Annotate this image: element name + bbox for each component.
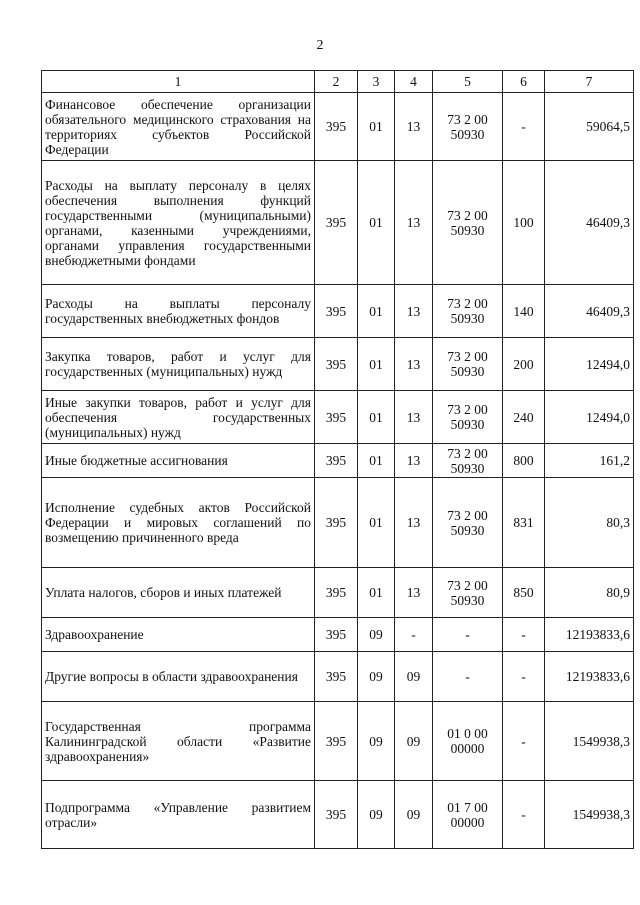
cell-col5: - [433, 618, 503, 652]
table-row [42, 568, 634, 618]
cell-col2: 395 [315, 618, 358, 652]
cell-col7: 1549938,3 [545, 781, 634, 849]
cell-col3: 09 [358, 781, 395, 849]
cell-col7: 46409,3 [545, 285, 634, 338]
cell-col3: 09 [358, 652, 395, 702]
cell-col7: 80,9 [545, 568, 634, 618]
cell-col5: 73 2 00 50930 [433, 338, 503, 391]
cell-col4: 13 [395, 338, 433, 391]
cell-col6: 100 [503, 161, 545, 285]
cell-col2: 395 [315, 781, 358, 849]
table-row [42, 444, 634, 478]
cell-col4: - [395, 618, 433, 652]
cell-col2: 395 [315, 702, 358, 781]
cell-col7: 12193833,6 [545, 652, 634, 702]
row-name: Здравоохранение [42, 618, 315, 652]
table-row [42, 93, 634, 161]
cell-col6: 200 [503, 338, 545, 391]
cell-col5: 73 2 00 50930 [433, 391, 503, 444]
cell-col7: 46409,3 [545, 161, 634, 285]
table-row [42, 285, 634, 338]
cell-col2: 395 [315, 338, 358, 391]
header-cell: 2 [315, 71, 358, 93]
row-name: Иные бюджетные ассигнования [42, 444, 315, 478]
row-name: Другие вопросы в области здравоохранения [42, 652, 315, 702]
cell-col2: 395 [315, 93, 358, 161]
cell-col2: 395 [315, 568, 358, 618]
cell-col5: 01 0 00 00000 [433, 702, 503, 781]
cell-col6: 831 [503, 478, 545, 568]
cell-col7: 12494,0 [545, 391, 634, 444]
row-name: Исполнение судебных актов Российской Федерации и мировых соглашений по возмещению причиненного вреда [42, 478, 315, 568]
table-row [42, 338, 634, 391]
cell-col4: 09 [395, 702, 433, 781]
cell-col6: - [503, 781, 545, 849]
row-name: Уплата налогов, сборов и иных платежей [42, 568, 315, 618]
page-number: 2 [316, 38, 324, 53]
cell-col3: 01 [358, 568, 395, 618]
cell-col4: 13 [395, 285, 433, 338]
cell-col3: 01 [358, 285, 395, 338]
cell-col2: 395 [315, 161, 358, 285]
cell-col4: 13 [395, 568, 433, 618]
budget-table [41, 70, 634, 849]
cell-col4: 13 [395, 444, 433, 478]
row-name: Закупка товаров, работ и услуг для государственных (муниципальных) нужд [42, 338, 315, 391]
cell-col7: 1549938,3 [545, 702, 634, 781]
cell-col4: 13 [395, 161, 433, 285]
cell-col2: 395 [315, 478, 358, 568]
cell-col3: 01 [358, 478, 395, 568]
header-cell: 3 [358, 71, 395, 93]
cell-col4: 09 [395, 652, 433, 702]
cell-col6: 850 [503, 568, 545, 618]
cell-col2: 395 [315, 652, 358, 702]
table-row [42, 161, 634, 285]
cell-col6: - [503, 652, 545, 702]
table-row [42, 652, 634, 702]
cell-col2: 395 [315, 444, 358, 478]
cell-col7: 161,2 [545, 444, 634, 478]
cell-col2: 395 [315, 391, 358, 444]
cell-col3: 09 [358, 618, 395, 652]
row-name: Государственная программа Калининградской области «Развитие здравоохранения» [42, 702, 315, 781]
table-row [42, 391, 634, 444]
row-name: Расходы на выплаты персоналу государственных внебюджетных фондов [42, 285, 315, 338]
table-row [42, 618, 634, 652]
header-row [42, 71, 634, 93]
header-cell: 5 [433, 71, 503, 93]
table-row [42, 702, 634, 781]
cell-col6: - [503, 702, 545, 781]
row-name: Иные закупки товаров, работ и услуг для обеспечения государственных (муниципальных) нужд [42, 391, 315, 444]
cell-col7: 59064,5 [545, 93, 634, 161]
cell-col6: - [503, 93, 545, 161]
cell-col3: 01 [358, 391, 395, 444]
row-name: Подпрограмма «Управление развитием отрасли» [42, 781, 315, 849]
cell-col5: 73 2 00 50930 [433, 568, 503, 618]
cell-col6: 240 [503, 391, 545, 444]
cell-col3: 01 [358, 161, 395, 285]
cell-col6: 140 [503, 285, 545, 338]
header-cell: 1 [42, 71, 315, 93]
cell-col2: 395 [315, 285, 358, 338]
row-name: Расходы на выплату персоналу в целях обеспечения выполнения функций государственными (муниципальными) органами, казенными учреждениями, органами управления государственными внебюджетными фондами [42, 161, 315, 285]
header-cell: 6 [503, 71, 545, 93]
cell-col3: 01 [358, 338, 395, 391]
cell-col7: 12193833,6 [545, 618, 634, 652]
cell-col6: 800 [503, 444, 545, 478]
cell-col5: 73 2 00 50930 [433, 285, 503, 338]
row-name: Финансовое обеспечение организации обязательного медицинского страхования на территориях субъектов Российской Федерации [42, 93, 315, 161]
cell-col6: - [503, 618, 545, 652]
header-cell: 4 [395, 71, 433, 93]
cell-col5: 01 7 00 00000 [433, 781, 503, 849]
header-cell: 7 [545, 71, 634, 93]
cell-col4: 13 [395, 478, 433, 568]
table-row [42, 478, 634, 568]
cell-col7: 80,3 [545, 478, 634, 568]
cell-col5: - [433, 652, 503, 702]
cell-col3: 01 [358, 93, 395, 161]
cell-col4: 09 [395, 781, 433, 849]
cell-col5: 73 2 00 50930 [433, 478, 503, 568]
cell-col7: 12494,0 [545, 338, 634, 391]
cell-col4: 13 [395, 391, 433, 444]
cell-col5: 73 2 00 50930 [433, 93, 503, 161]
cell-col3: 01 [358, 444, 395, 478]
cell-col5: 73 2 00 50930 [433, 161, 503, 285]
cell-col5: 73 2 00 50930 [433, 444, 503, 478]
cell-col4: 13 [395, 93, 433, 161]
table-row [42, 781, 634, 849]
cell-col3: 09 [358, 702, 395, 781]
